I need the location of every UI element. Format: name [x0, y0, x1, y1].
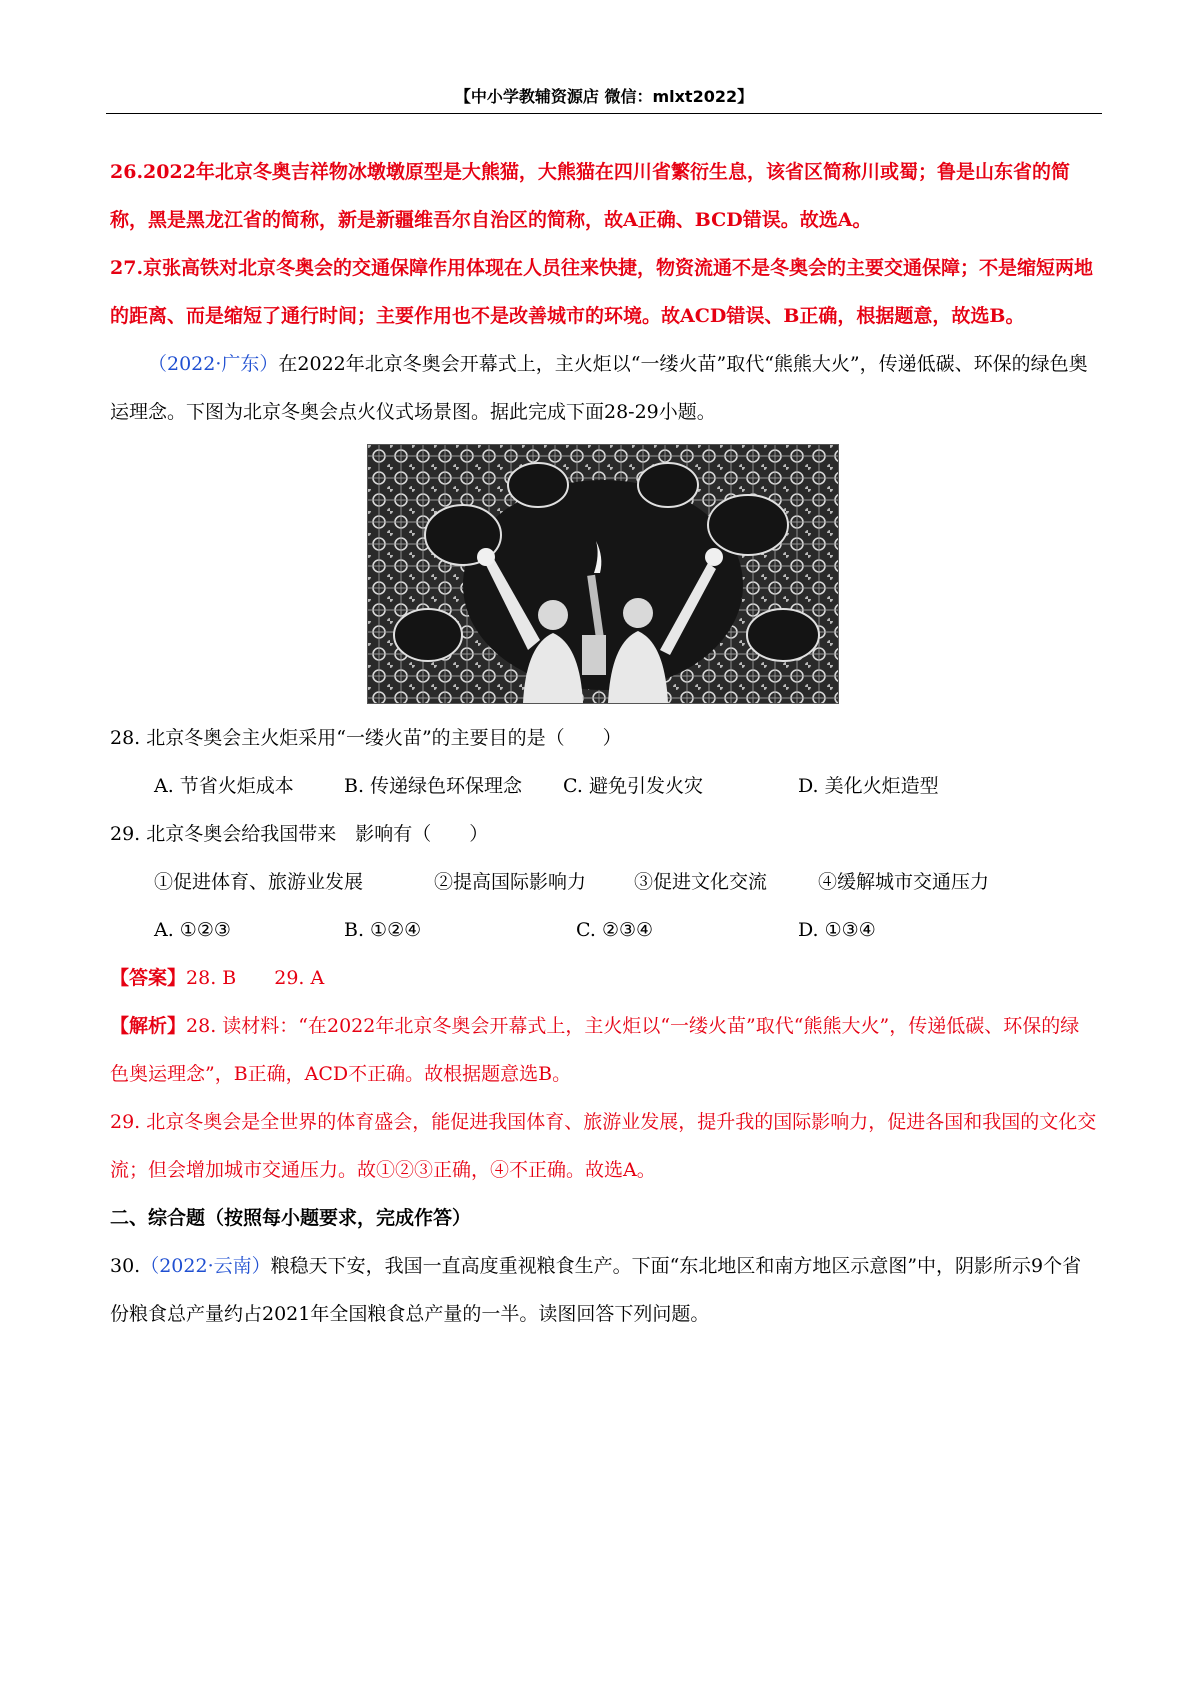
intro-paragraph [110, 340, 1098, 436]
question-28-stem: 28. 北京冬奥会主火炬采用“一缕火苗”的主要目的是（ ） [110, 727, 622, 749]
answer-line [110, 954, 1098, 1002]
header-rule [106, 113, 1102, 114]
answer-text: 28. B 29. A [186, 967, 325, 989]
analysis-q28-text: 28. 读材料：“在2022年北京冬奥会开幕式上，主火炬以“一缕火苗”取代“熊熊大火”，传递低碳、环保的绿色奥运理念”，B正确，ACD不正确。故根据题意选B。 [110, 1015, 1080, 1085]
analysis-label: 【解析】 [110, 1015, 187, 1037]
q29-option-a: A. ①②③ [154, 919, 231, 941]
question-30 [110, 1242, 1098, 1338]
question-29-stem: 29. 北京冬奥会给我国带来 影响有（ ） [110, 823, 489, 845]
explanation-q26: 26.2022年北京冬奥吉祥物冰墩墩原型是大熊猫，大熊猫在四川省繁衍生息，该省区简称川或蜀；鲁是山东省的简称，黑是黑龙江省的简称，新是新疆维吾尔自治区的简称，故A正确、BCD错误。故选A。 [110, 161, 1070, 231]
q29-option-d: D. ①③④ [798, 919, 876, 941]
analysis-q29: 29. 北京冬奥会是全世界的体育盛会，能促进我国体育、旅游业发展，提升我的国际影响力，促进各国和我国的文化交流；但会增加城市交通压力。故①②③正确，④不正确。故选A。 [110, 1111, 1097, 1181]
q28-option-d: D. 美化火炬造型 [798, 775, 939, 797]
section-2-title: 二、综合题（按照每小题要求，完成作答） [110, 1207, 472, 1229]
analysis-q28 [110, 1002, 1098, 1098]
q29-option-c: C. ②③④ [576, 919, 654, 941]
question-29-options [110, 906, 1098, 954]
q29-statement-3: ③促进文化交流 [634, 871, 768, 893]
q28-option-c: C. 避免引发火灾 [563, 775, 703, 797]
q30-number: 30. [110, 1255, 141, 1277]
explanation-q27: 27.京张高铁对北京冬奥会的交通保障作用体现在人员往来快捷，物资流通不是冬奥会的主要交通保障；不是缩短两地的距离、而是缩短了通行时间；主要作用也不是改善城市的环境。故ACD错误、B正确，根据题意，故选B。 [110, 257, 1094, 327]
question-29-statements [110, 858, 1098, 906]
intro-source: （2022·广东） [148, 353, 279, 375]
answer-label: 【答案】 [110, 967, 187, 989]
q29-statement-1: ①促进体育、旅游业发展 [154, 871, 364, 893]
page-content [110, 148, 1098, 1338]
torch-lighting-photo [367, 444, 839, 704]
q29-statement-4: ④缓解城市交通压力 [818, 871, 990, 893]
q28-option-b: B. 传递绿色环保理念 [344, 775, 523, 797]
question-28-options [110, 762, 1098, 810]
q30-text: 粮稳天下安，我国一直高度重视粮食生产。下面“东北地区和南方地区示意图”中，阴影所示9个省份粮食总产量约占2021年全国粮食总产量的一半。读图回答下列问题。 [110, 1255, 1082, 1325]
intro-text: 在2022年北京冬奥会开幕式上，主火炬以“一缕火苗”取代“熊熊大火”，传递低碳、环保的绿色奥运理念。下图为北京冬奥会点火仪式场景图。据此完成下面28-29小题。 [110, 353, 1088, 423]
q30-source: （2022·云南） [140, 1255, 271, 1277]
q29-option-b: B. ①②④ [344, 919, 422, 941]
q28-option-a: A. 节省火炬成本 [154, 775, 294, 797]
page-header: 【中小学教辅资源店 微信：mlxt2022】 [454, 87, 754, 106]
q29-statement-2: ②提高国际影响力 [434, 871, 587, 893]
